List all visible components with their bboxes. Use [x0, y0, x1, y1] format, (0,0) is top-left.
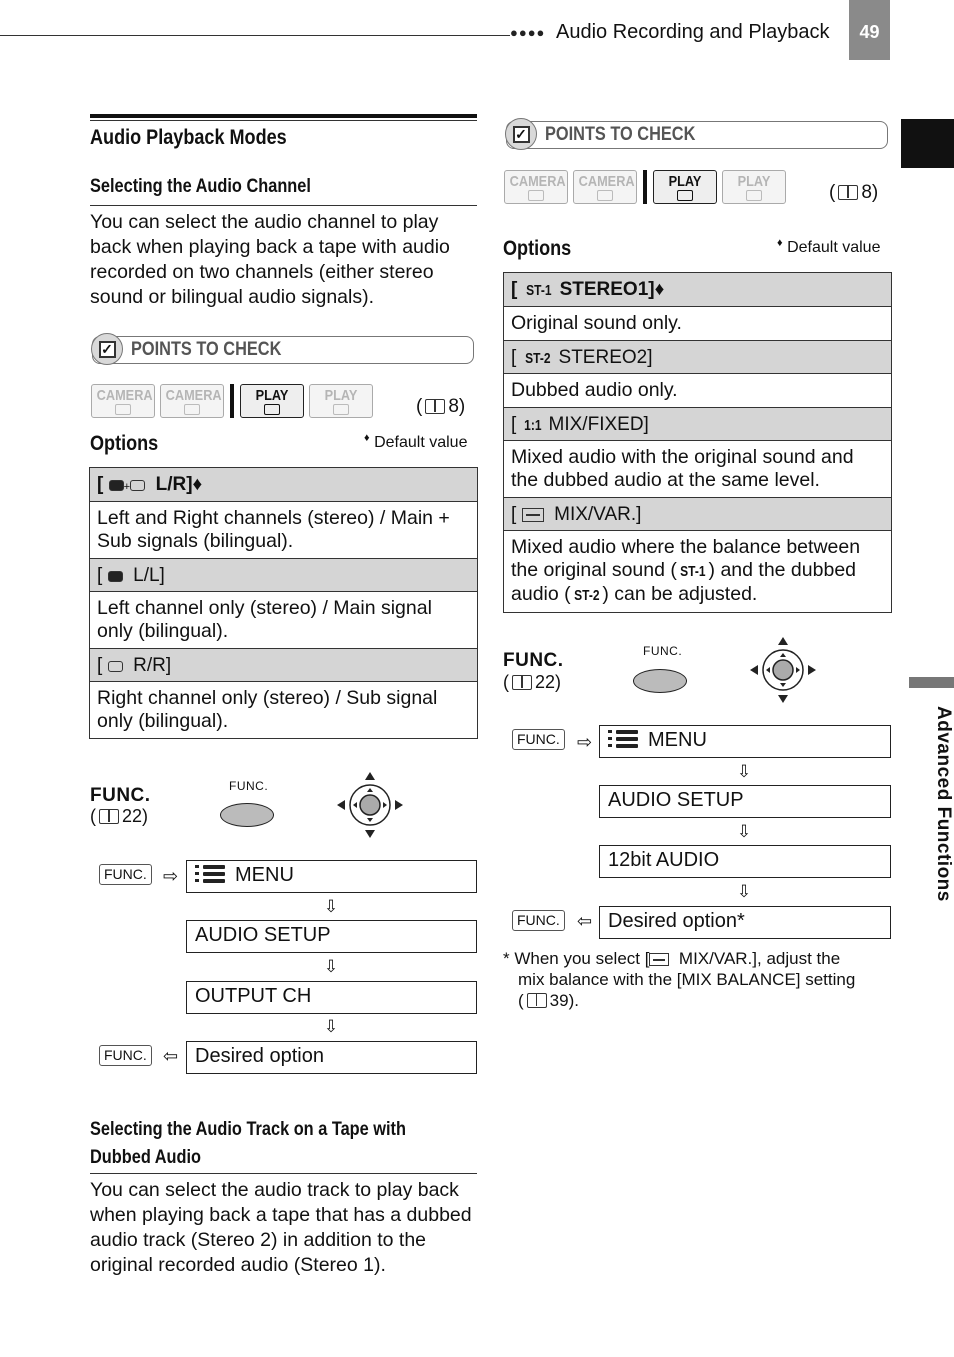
mode-camera-card: CAMERA — [573, 170, 637, 204]
card-icon — [184, 404, 200, 415]
mode-separator — [230, 384, 234, 418]
func-button-caption: FUNC. — [229, 779, 269, 793]
mode-play-tape: PLAY — [240, 384, 304, 418]
default-value-note: ♦ Default value — [364, 432, 468, 451]
book-icon — [425, 399, 445, 414]
option-lr-desc: Left and Right channels (stereo) / Main + Sub signals (bilingual). — [90, 501, 477, 558]
page-reference: ( 8) — [416, 396, 466, 417]
tape-icon — [677, 190, 693, 201]
mode-camera-card: CAMERA — [160, 384, 224, 418]
mode-camera-tape: CAMERA — [91, 384, 155, 418]
st1-icon: ST-1 — [680, 563, 706, 580]
mode-play-tape: PLAY — [653, 170, 717, 204]
func-key-start: FUNC. — [512, 729, 565, 750]
sub-icon — [130, 480, 145, 491]
mix-var-icon — [649, 953, 669, 966]
func-key-end: FUNC. — [99, 1045, 152, 1066]
book-icon — [527, 993, 547, 1008]
subsection-title-audio-track: Selecting the Audio Track on a Tape with Dubbed Audio — [90, 1119, 406, 1168]
main-sub-icon — [109, 480, 124, 491]
option-stereo1-desc: Original sound only. — [504, 306, 891, 340]
step-audio-setup: AUDIO SETUP — [599, 785, 891, 818]
subsection-rule — [90, 1173, 477, 1174]
option-lr-header: [ + L/R]♦ — [90, 468, 477, 501]
running-title: Audio Recording and Playback — [556, 21, 830, 43]
arrow-down-icon: ⇩ — [736, 882, 752, 901]
func-key-start: FUNC. — [99, 864, 152, 885]
option-stereo2-header: [ ST-2 STEREO2] — [504, 340, 891, 373]
tape-icon — [528, 190, 544, 201]
func-page-ref: ( 22) — [90, 806, 149, 826]
options-heading: Options — [503, 237, 572, 260]
joystick-icon — [749, 636, 817, 704]
func-button — [633, 669, 687, 693]
func-page-ref: ( 22) — [503, 672, 562, 692]
option-mixvar-desc: Mixed audio where the balance between the original sound ( ST-1 ) and the dubbed audio ( ST-2 ) can be adjusted. — [504, 530, 891, 612]
points-to-check-label: POINTS TO CHECK — [545, 124, 696, 145]
audio-channel-description: You can select the audio channel to play back when playing back a tape with audio recorded on two channels (either stereo sound or bilingual audio signals). — [90, 211, 450, 308]
func-label: FUNC. — [503, 650, 564, 671]
arrow-down-icon: ⇩ — [323, 897, 339, 916]
page-number: 49 — [849, 0, 890, 60]
section-rule — [90, 114, 477, 118]
arrow-right-icon: ⇨ — [163, 866, 179, 886]
step-audio-setup: AUDIO SETUP — [186, 920, 477, 953]
book-icon — [512, 675, 532, 690]
option-mixfixed-desc: Mixed audio with the original sound and the dubbed audio at the same level. — [504, 440, 891, 497]
header-dots: ●●●● — [510, 25, 546, 40]
checkbox-icon: ✓ — [91, 333, 123, 365]
chapter-tab-bar — [909, 677, 954, 688]
step-desired-option: Desired option — [186, 1041, 477, 1074]
tape-icon — [264, 404, 280, 415]
mode-camera-tape: CAMERA — [504, 170, 568, 204]
arrow-down-icon: ⇩ — [736, 822, 752, 841]
step-output-ch: OUTPUT CH — [186, 981, 477, 1014]
st2-icon: ST-2 — [573, 587, 600, 604]
arrow-down-icon: ⇩ — [323, 957, 339, 976]
func-button — [220, 803, 274, 827]
subsection-rule — [90, 205, 477, 206]
points-to-check-banner — [92, 336, 474, 364]
points-to-check-label: POINTS TO CHECK — [131, 339, 282, 360]
func-label: FUNC. — [90, 785, 151, 806]
joystick-icon — [336, 771, 404, 839]
step-menu: MENU — [186, 860, 477, 893]
option-rr-desc: Right channel only (stereo) / Sub signal only (bilingual). — [90, 681, 477, 738]
book-icon — [838, 185, 858, 200]
mode-indicators — [504, 169, 791, 205]
audio-track-description: You can select the audio track to play back when playing back a tape that has a dubbed audio track (Stereo 2) in addition to the original recorded audio (Stereo 1). — [90, 1179, 472, 1276]
mode-indicators — [91, 383, 378, 419]
arrow-down-icon: ⇩ — [323, 1017, 339, 1036]
func-key-end: FUNC. — [512, 910, 565, 931]
option-ll-desc: Left channel only (stereo) / Main signal only (bilingual). — [90, 591, 477, 648]
option-stereo2-desc: Dubbed audio only. — [504, 373, 891, 407]
step-desired-option: Desired option* — [599, 906, 891, 939]
card-icon — [746, 190, 762, 201]
header-rule — [0, 35, 510, 36]
option-ll-header: [ L/L] — [90, 558, 477, 591]
default-value-note: ♦ Default value — [777, 237, 881, 256]
card-icon — [333, 404, 349, 415]
book-icon — [99, 809, 119, 824]
tape-icon — [115, 404, 131, 415]
subsection-title-audio-channel: Selecting the Audio Channel — [90, 176, 311, 197]
main-icon — [108, 571, 123, 582]
points-to-check-banner — [506, 121, 888, 149]
st2-icon: ST-2 — [524, 350, 551, 367]
arrow-down-icon: ⇩ — [736, 762, 752, 781]
channel-options-table — [89, 467, 478, 739]
section-title: Audio Playback Modes — [90, 126, 287, 149]
option-mixfixed-header: [ 1:1 MIX/FIXED] — [504, 407, 891, 440]
option-rr-header: [ R/R] — [90, 648, 477, 681]
section-rule-thin — [90, 120, 477, 121]
track-options-table — [503, 272, 892, 613]
arrow-right-icon: ⇨ — [577, 732, 593, 752]
mix-fixed-icon: 1:1 — [523, 417, 542, 434]
options-heading: Options — [90, 432, 159, 455]
func-button-caption: FUNC. — [643, 644, 683, 658]
arrow-left-icon: ⇦ — [577, 911, 593, 931]
step-12bit-audio: 12bit AUDIO — [599, 845, 891, 878]
mix-var-icon — [522, 508, 544, 522]
footnote: * When you select [ MIX/VAR.], adjust the mix balance with the [MIX BALANCE] setting ( 39). — [503, 949, 856, 1010]
option-mixvar-header: [ MIX/VAR.] — [504, 497, 891, 530]
mode-play-card: PLAY — [722, 170, 786, 204]
mode-play-card: PLAY — [309, 384, 373, 418]
menu-icon — [608, 728, 638, 750]
sub-icon — [108, 661, 123, 672]
option-stereo1-header: [ ST-1 STEREO1]♦ — [504, 273, 891, 306]
st1-icon: ST-1 — [525, 282, 552, 299]
side-chapter-label: Advanced Functions — [933, 706, 954, 902]
chapter-tab-marker — [901, 119, 954, 168]
card-icon — [597, 190, 613, 201]
checkbox-icon: ✓ — [505, 118, 537, 150]
page-reference: ( 8) — [829, 182, 879, 203]
step-menu: MENU — [599, 725, 891, 758]
arrow-left-icon: ⇦ — [163, 1046, 179, 1066]
menu-icon — [195, 863, 225, 885]
mode-separator — [643, 170, 647, 204]
